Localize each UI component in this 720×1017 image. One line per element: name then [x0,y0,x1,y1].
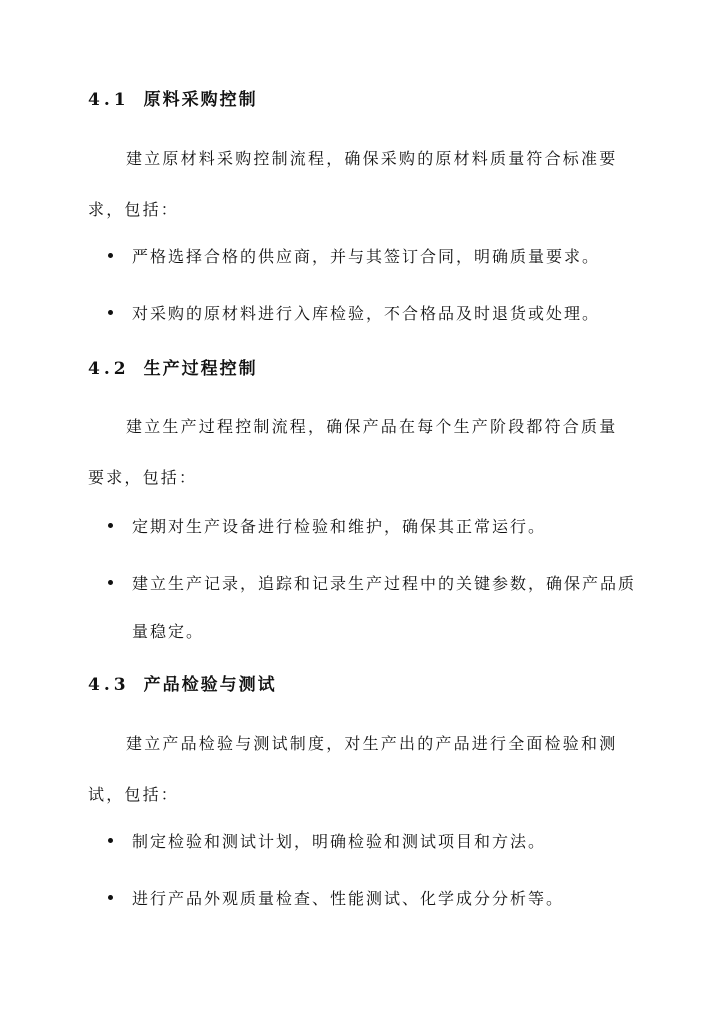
section-number: 4.3 [88,675,130,695]
bullet-item [108,875,652,923]
bullet-item [108,290,652,338]
bullet-text: 对采购的原材料进行入库检验，不合格品及时退货或处理。 [132,304,601,323]
section-intro-paragraph: 建立产品检验与测试制度，对生产出的产品进行全面检验和测试，包括： [88,734,618,804]
section-heading-4-3 [88,677,277,694]
section-heading-4-1 [88,92,258,109]
bullet-item [108,560,652,656]
bullet-dot-icon [108,895,113,900]
section-title: 原料采购控制 [143,90,258,110]
bullet-dot-icon [108,253,113,258]
bullet-dot-icon [108,523,113,528]
section-intro-paragraph: 建立原材料采购控制流程，确保采购的原材料质量符合标准要求，包括： [88,149,618,219]
bullet-dot-icon [108,838,113,843]
bullet-item [108,818,652,866]
section-title: 生产过程控制 [143,359,258,379]
bullet-text: 进行产品外观质量检查、性能测试、化学成分分析等。 [132,889,565,908]
bullet-text: 制定检验和测试计划，明确检验和测试项目和方法。 [132,832,547,851]
section-title: 产品检验与测试 [143,675,277,695]
bullet-text: 定期对生产设备进行检验和维护，确保其正常运行。 [132,517,547,536]
section-number: 4.1 [88,90,130,110]
bullet-item [108,233,652,281]
bullet-item [108,503,652,551]
bullet-text: 建立生产记录，追踪和记录生产过程中的关键参数，确保产品质量稳定。 [132,574,637,641]
bullet-text: 严格选择合格的供应商，并与其签订合同，明确质量要求。 [132,247,601,266]
section-number: 4.2 [88,359,130,379]
section-heading-4-2 [88,361,258,378]
bullet-dot-icon [108,580,113,585]
section-intro-paragraph: 建立生产过程控制流程，确保产品在每个生产阶段都符合质量要求，包括： [88,417,618,487]
bullet-dot-icon [108,310,113,315]
